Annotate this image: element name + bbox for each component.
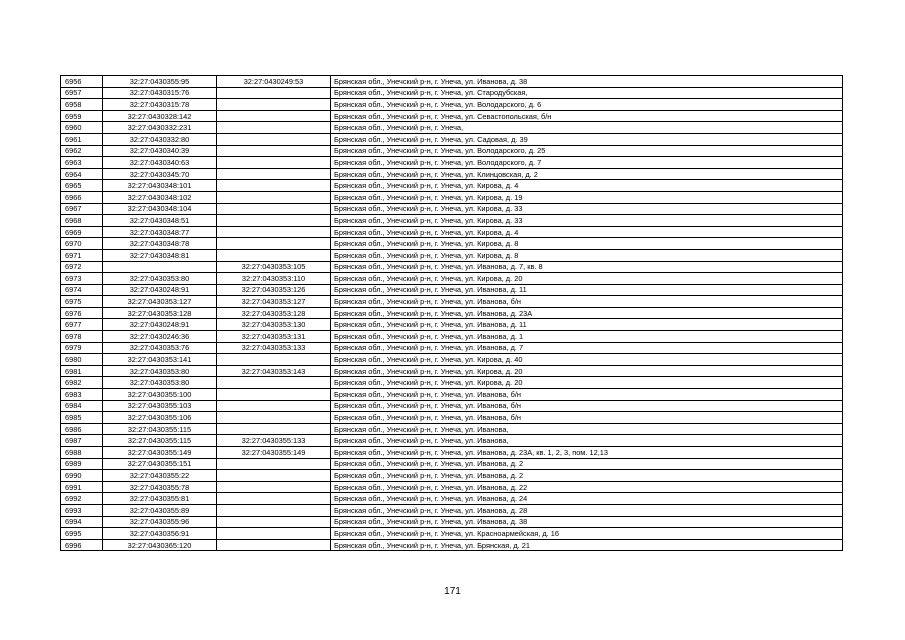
row-number-cell: 6964 [61,168,103,180]
cadastral-number-cell: 32:27:0430355:100 [103,389,217,401]
address-cell: Брянская обл., Унечский р-н, г. Унеча, ул. Брянская, д. 21 [331,539,843,551]
parent-cadastral-number-cell [217,528,331,540]
parent-cadastral-number-cell [217,191,331,203]
parent-cadastral-number-cell: 32:27:0430249:53 [217,76,331,88]
cadastral-number-cell: 32:27:0430246:36 [103,331,217,343]
parent-cadastral-number-cell: 32:27:0430353:133 [217,342,331,354]
address-cell: Брянская обл., Унечский р-н, г. Унеча, ул. Кирова, д. 20 [331,377,843,389]
address-cell: Брянская обл., Унечский р-н, г. Унеча, ул. Клинцовская, д. 2 [331,168,843,180]
address-cell: Брянская обл., Унечский р-н, г. Унеча, ул. Кирова, д. 33 [331,203,843,215]
cadastral-number-cell: 32:27:0430353:80 [103,377,217,389]
row-number-cell: 6961 [61,133,103,145]
table-row [61,99,843,111]
table-row [61,110,843,122]
parent-cadastral-number-cell [217,110,331,122]
table-row [61,238,843,250]
row-number-cell: 6956 [61,76,103,88]
parent-cadastral-number-cell [217,215,331,227]
row-number-cell: 6994 [61,516,103,528]
address-cell: Брянская обл., Унечский р-н, г. Унеча, ул. Иванова, д. 2 [331,470,843,482]
cadastral-number-cell: 32:27:0430340:39 [103,145,217,157]
parent-cadastral-number-cell: 32:27:0430353:130 [217,319,331,331]
address-cell: Брянская обл., Унечский р-н, г. Унеча, ул. Кирова, д. 40 [331,354,843,366]
parent-cadastral-number-cell: 32:27:0430353:127 [217,296,331,308]
table-row [61,249,843,261]
row-number-cell: 6982 [61,377,103,389]
cadastral-number-cell: 32:27:0430355:115 [103,423,217,435]
row-number-cell: 6980 [61,354,103,366]
address-cell: Брянская обл., Унечский р-н, г. Унеча, ул. Иванова, д. 7, кв. 8 [331,261,843,273]
table-row [61,470,843,482]
cadastral-number-cell: 32:27:0430353:80 [103,365,217,377]
row-number-cell: 6986 [61,423,103,435]
cadastral-number-cell: 32:27:0430353:128 [103,307,217,319]
table-row [61,133,843,145]
cadastral-number-cell: 32:27:0430353:141 [103,354,217,366]
table-row [61,400,843,412]
cadastral-number-cell: 32:27:0430355:81 [103,493,217,505]
cadastral-number-cell: 32:27:0430328:142 [103,110,217,122]
row-number-cell: 6993 [61,504,103,516]
address-cell: Брянская обл., Унечский р-н, г. Унеча, [331,122,843,134]
table-row [61,203,843,215]
parent-cadastral-number-cell [217,203,331,215]
parent-cadastral-number-cell: 32:27:0430353:131 [217,331,331,343]
address-cell: Брянская обл., Унечский р-н, г. Унеча, ул. Кирова, д. 4 [331,226,843,238]
row-number-cell: 6996 [61,539,103,551]
parent-cadastral-number-cell [217,87,331,99]
parent-cadastral-number-cell [217,249,331,261]
row-number-cell: 6991 [61,481,103,493]
parent-cadastral-number-cell: 32:27:0430353:105 [217,261,331,273]
parent-cadastral-number-cell [217,470,331,482]
page-number: 171 [444,586,461,597]
table-row [61,191,843,203]
cadastral-number-cell: 32:27:0430355:95 [103,76,217,88]
cadastral-number-cell: 32:27:0430348:81 [103,249,217,261]
cadastral-number-cell: 32:27:0430355:106 [103,412,217,424]
row-number-cell: 6972 [61,261,103,273]
table-row [61,423,843,435]
cadastral-number-cell: 32:27:0430348:101 [103,180,217,192]
address-cell: Брянская обл., Унечский р-н, г. Унеча, ул. Иванова, д. 38 [331,76,843,88]
row-number-cell: 6962 [61,145,103,157]
row-number-cell: 6969 [61,226,103,238]
parent-cadastral-number-cell [217,133,331,145]
address-cell: Брянская обл., Унечский р-н, г. Унеча, ул. Иванова, д. 38 [331,516,843,528]
table-row [61,180,843,192]
address-cell: Брянская обл., Унечский р-н, г. Унеча, ул. Володарского, д. 6 [331,99,843,111]
parent-cadastral-number-cell [217,400,331,412]
address-cell: Брянская обл., Унечский р-н, г. Унеча, ул. Иванова, д. 1 [331,331,843,343]
table-row [61,261,843,273]
address-cell: Брянская обл., Унечский р-н, г. Унеча, ул. Иванова, д. 22 [331,481,843,493]
address-cell: Брянская обл., Унечский р-н, г. Унеча, ул. Кирова, д. 8 [331,249,843,261]
parent-cadastral-number-cell [217,157,331,169]
cadastral-number-cell: 32:27:0430356:91 [103,528,217,540]
row-number-cell: 6981 [61,365,103,377]
cadastral-number-cell: 32:27:0430355:103 [103,400,217,412]
cadastral-number-cell: 32:27:0430332:80 [103,133,217,145]
table-row [61,377,843,389]
row-number-cell: 6983 [61,389,103,401]
address-cell: Брянская обл., Унечский р-н, г. Унеча, ул. Володарского, д. 25 [331,145,843,157]
cadastral-number-cell: 32:27:0430355:89 [103,504,217,516]
address-cell: Брянская обл., Унечский р-н, г. Унеча, ул. Кирова, д. 19 [331,191,843,203]
table-row [61,528,843,540]
table-row [61,157,843,169]
row-number-cell: 6959 [61,110,103,122]
row-number-cell: 6992 [61,493,103,505]
cadastral-number-cell: 32:27:0430332:231 [103,122,217,134]
address-cell: Брянская обл., Унечский р-н, г. Унеча, ул. Кирова, д. 20 [331,273,843,285]
table-row [61,122,843,134]
row-number-cell: 6963 [61,157,103,169]
row-number-cell: 6984 [61,400,103,412]
parent-cadastral-number-cell [217,145,331,157]
table-row [61,365,843,377]
address-cell: Брянская обл., Унечский р-н, г. Унеча, ул. Иванова, б/н [331,389,843,401]
row-number-cell: 6988 [61,447,103,459]
address-cell: Брянская обл., Унечский р-н, г. Унеча, ул. Красноармейская, д. 16 [331,528,843,540]
table-row [61,447,843,459]
table-row [61,389,843,401]
cadastral-number-cell: 32:27:0430355:96 [103,516,217,528]
address-cell: Брянская обл., Унечский р-н, г. Унеча, ул. Кирова, д. 20 [331,365,843,377]
table-row [61,331,843,343]
table-row [61,284,843,296]
table-row [61,516,843,528]
parent-cadastral-number-cell [217,539,331,551]
row-number-cell: 6989 [61,458,103,470]
address-cell: Брянская обл., Унечский р-н, г. Унеча, ул. Иванова, б/н [331,412,843,424]
row-number-cell: 6987 [61,435,103,447]
table-row [61,481,843,493]
address-cell: Брянская обл., Унечский р-н, г. Унеча, ул. Кирова, д. 33 [331,215,843,227]
cadastral-number-cell: 32:27:0430315:78 [103,99,217,111]
parent-cadastral-number-cell: 32:27:0430353:110 [217,273,331,285]
parent-cadastral-number-cell [217,412,331,424]
row-number-cell: 6957 [61,87,103,99]
parent-cadastral-number-cell: 32:27:0430353:143 [217,365,331,377]
row-number-cell: 6973 [61,273,103,285]
address-cell: Брянская обл., Унечский р-н, г. Унеча, ул. Иванова, д. 23А [331,307,843,319]
table-row [61,168,843,180]
cadastral-number-cell: 32:27:0430248:91 [103,319,217,331]
table-row [61,76,843,88]
cadastral-number-cell: 32:27:0430355:151 [103,458,217,470]
registry-table-body [61,76,843,551]
row-number-cell: 6965 [61,180,103,192]
parent-cadastral-number-cell [217,493,331,505]
cadastral-number-cell: 32:27:0430365:120 [103,539,217,551]
table-row [61,273,843,285]
table-row [61,226,843,238]
parent-cadastral-number-cell [217,504,331,516]
row-number-cell: 6968 [61,215,103,227]
address-cell: Брянская обл., Унечский р-н, г. Унеча, ул. Иванова, б/н [331,400,843,412]
cadastral-number-cell: 32:27:0430348:78 [103,238,217,250]
parent-cadastral-number-cell: 32:27:0430355:133 [217,435,331,447]
parent-cadastral-number-cell: 32:27:0430355:149 [217,447,331,459]
table-row [61,145,843,157]
parent-cadastral-number-cell [217,377,331,389]
parent-cadastral-number-cell [217,122,331,134]
table-row [61,412,843,424]
parent-cadastral-number-cell [217,389,331,401]
row-number-cell: 6976 [61,307,103,319]
parent-cadastral-number-cell [217,354,331,366]
table-row [61,504,843,516]
cadastral-number-cell: 32:27:0430348:104 [103,203,217,215]
address-cell: Брянская обл., Унечский р-н, г. Унеча, ул. Севастопольская, б/н [331,110,843,122]
table-row [61,87,843,99]
row-number-cell: 6970 [61,238,103,250]
parent-cadastral-number-cell [217,180,331,192]
row-number-cell: 6974 [61,284,103,296]
row-number-cell: 6966 [61,191,103,203]
cadastral-number-cell: 32:27:0430348:77 [103,226,217,238]
row-number-cell: 6977 [61,319,103,331]
table-row [61,539,843,551]
row-number-cell: 6990 [61,470,103,482]
address-cell: Брянская обл., Унечский р-н, г. Унеча, ул. Иванова, д. 11 [331,319,843,331]
address-cell: Брянская обл., Унечский р-н, г. Унеча, ул. Иванова, д. 11 [331,284,843,296]
address-cell: Брянская обл., Унечский р-н, г. Унеча, ул. Иванова, д. 28 [331,504,843,516]
row-number-cell: 6960 [61,122,103,134]
table-row [61,435,843,447]
parent-cadastral-number-cell: 32:27:0430353:128 [217,307,331,319]
cadastral-number-cell: 32:27:0430348:51 [103,215,217,227]
row-number-cell: 6975 [61,296,103,308]
address-cell: Брянская обл., Унечский р-н, г. Унеча, ул. Иванова, д. 24 [331,493,843,505]
cadastral-number-cell: 32:27:0430353:76 [103,342,217,354]
row-number-cell: 6979 [61,342,103,354]
cadastral-number-cell: 32:27:0430353:80 [103,273,217,285]
cadastral-number-cell: 32:27:0430248:91 [103,284,217,296]
cadastral-number-cell: 32:27:0430353:127 [103,296,217,308]
cadastral-number-cell: 32:27:0430345:70 [103,168,217,180]
parent-cadastral-number-cell [217,481,331,493]
row-number-cell: 6995 [61,528,103,540]
parent-cadastral-number-cell [217,168,331,180]
row-number-cell: 6978 [61,331,103,343]
table-row [61,493,843,505]
address-cell: Брянская обл., Унечский р-н, г. Унеча, ул. Володарского, д. 7 [331,157,843,169]
address-cell: Брянская обл., Унечский р-н, г. Унеча, ул. Иванова, [331,423,843,435]
cadastral-number-cell: 32:27:0430355:115 [103,435,217,447]
parent-cadastral-number-cell [217,238,331,250]
table-row [61,458,843,470]
table-row [61,296,843,308]
cadastral-number-cell [103,261,217,273]
parent-cadastral-number-cell [217,458,331,470]
address-cell: Брянская обл., Унечский р-н, г. Унеча, ул. Стародубская, [331,87,843,99]
cadastral-number-cell: 32:27:0430348:102 [103,191,217,203]
parent-cadastral-number-cell [217,423,331,435]
row-number-cell: 6958 [61,99,103,111]
parent-cadastral-number-cell [217,226,331,238]
registry-table [60,75,843,551]
row-number-cell: 6985 [61,412,103,424]
cadastral-number-cell: 32:27:0430355:22 [103,470,217,482]
table-row [61,215,843,227]
address-cell: Брянская обл., Унечский р-н, г. Унеча, ул. Иванова, д. 7 [331,342,843,354]
table-row [61,354,843,366]
cadastral-number-cell: 32:27:0430355:78 [103,481,217,493]
parent-cadastral-number-cell [217,99,331,111]
table-row [61,319,843,331]
address-cell: Брянская обл., Унечский р-н, г. Унеча, ул. Иванова, д. 2 [331,458,843,470]
cadastral-number-cell: 32:27:0430315:76 [103,87,217,99]
address-cell: Брянская обл., Унечский р-н, г. Унеча, ул. Иванова, б/н [331,296,843,308]
address-cell: Брянская обл., Унечский р-н, г. Унеча, ул. Садовая, д. 39 [331,133,843,145]
cadastral-number-cell: 32:27:0430355:149 [103,447,217,459]
address-cell: Брянская обл., Унечский р-н, г. Унеча, ул. Кирова, д. 4 [331,180,843,192]
parent-cadastral-number-cell: 32:27:0430353:126 [217,284,331,296]
address-cell: Брянская обл., Унечский р-н, г. Унеча, ул. Кирова, д. 8 [331,238,843,250]
address-cell: Брянская обл., Унечский р-н, г. Унеча, ул. Иванова, д. 23А, кв. 1, 2, 3, пом. 12,13 [331,447,843,459]
row-number-cell: 6971 [61,249,103,261]
table-row [61,342,843,354]
parent-cadastral-number-cell [217,516,331,528]
row-number-cell: 6967 [61,203,103,215]
cadastral-number-cell: 32:27:0430340:63 [103,157,217,169]
table-row [61,307,843,319]
address-cell: Брянская обл., Унечский р-н, г. Унеча, ул. Иванова, [331,435,843,447]
